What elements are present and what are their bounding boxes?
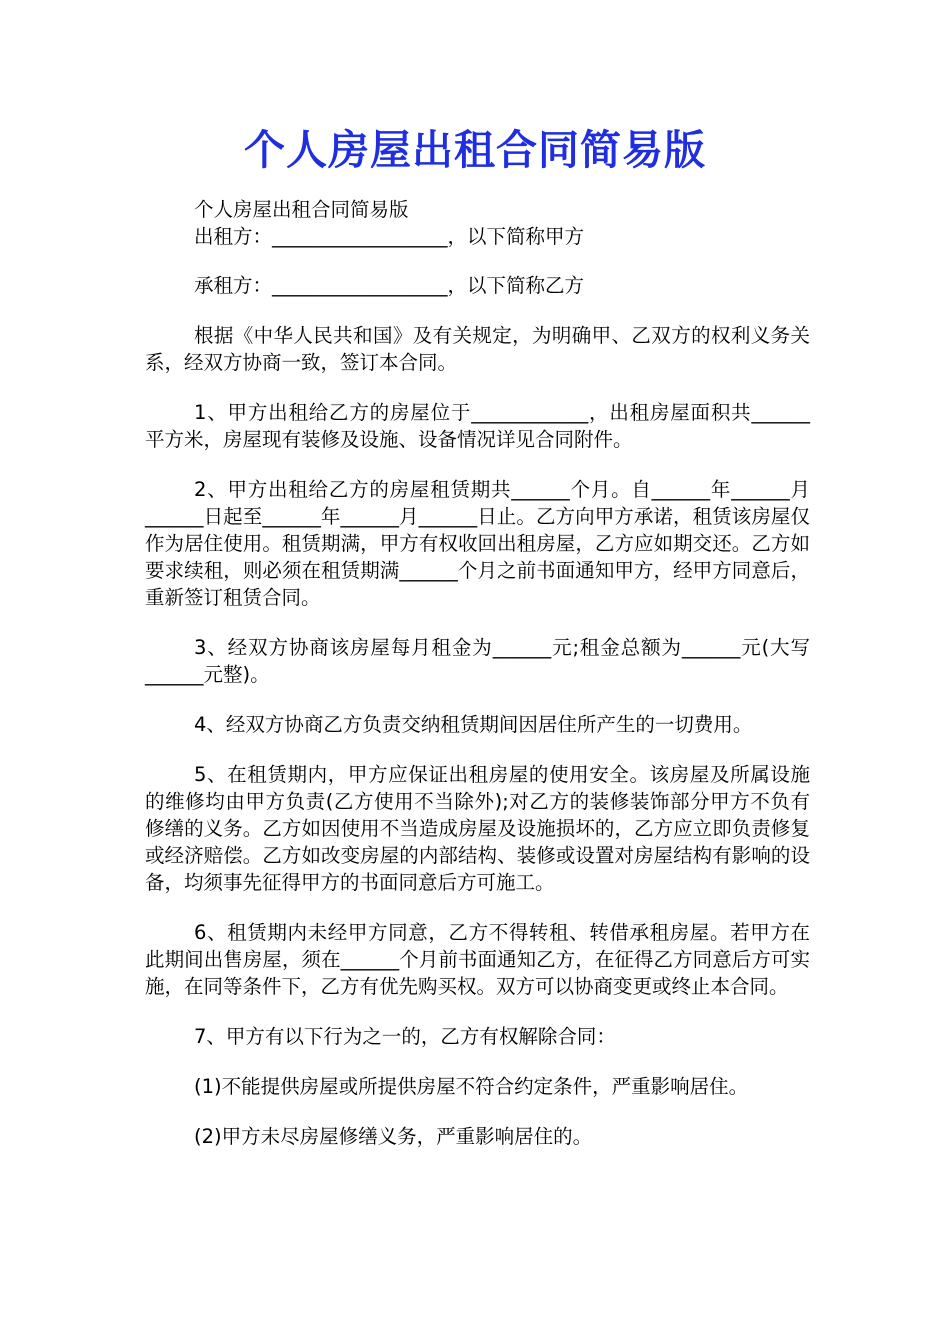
clause-5: 5、在租赁期内，甲方应保证出租房屋的使用安全。该房屋及所属设施的维修均由甲方负责(乙方使用不当除外);对乙方的装修装饰部分甲方不负有修缮的义务。乙方如因使用不当造成房屋及设施损坏的，乙方应立即负责修复或经济赔偿。乙方如改变房屋的内部结构、装修或设置对房屋结构有影响的设备，均须事先征得甲方的书面同意后方可施工。	[145, 763, 810, 894]
lessor-line: 出租方：__________________，以下简称甲方	[194, 225, 585, 248]
clause-1: 1、甲方出租给乙方的房屋位于____________，出租房屋面积共______平方米，房屋现有装修及设施、设备情况详见合同附件。	[145, 401, 810, 451]
clause-3: 3、经双方协商该房屋每月租金为______元;租金总额为______元(大写______元整)。	[145, 636, 810, 686]
clause-6: 6、租赁期内未经甲方同意，乙方不得转租、转借承租房屋。若甲方在此期间出售房屋，须在______个月前书面通知乙方，在征得乙方同意后方可实施，在同等条件下，乙方有优先购买权。双方可以协商变更或终止本合同。	[145, 921, 810, 998]
clause-7: 7、甲方有以下行为之一的，乙方有权解除合同：	[194, 1025, 616, 1048]
preamble-paragraph: 根据《中华人民共和国》及有关规定，为明确甲、乙双方的权利义务关系，经双方协商一致，签订本合同。	[145, 324, 810, 374]
clause-7-item-2: (2)甲方未尽房屋修缮义务，严重影响居住的。	[194, 1125, 593, 1148]
clause-7-item-1: (1)不能提供房屋或所提供房屋不符合约定条件，严重影响居住。	[194, 1075, 749, 1098]
subtitle-line: 个人房屋出租合同简易版	[194, 198, 409, 221]
clause-4: 4、经双方协商乙方负责交纳租赁期间因居住所产生的一切费用。	[194, 713, 753, 736]
clause-2: 2、甲方出租给乙方的房屋租赁期共______个月。自______年______月______日起至______年______月______日止。乙方向甲方承诺，租赁该房屋仅作为居住使用。租赁期满，甲方有权收回出租房屋，乙方应如期交还。乙方如要求续租，则必须在租赁期满______个月之前书面通知甲方，经甲方同意后，重新签订租赁合同。	[145, 478, 810, 609]
document-title: 个人房屋出租合同简易版	[244, 126, 706, 174]
lessee-line: 承租方：__________________，以下简称乙方	[194, 274, 585, 297]
document-body	[145, 196, 810, 1173]
